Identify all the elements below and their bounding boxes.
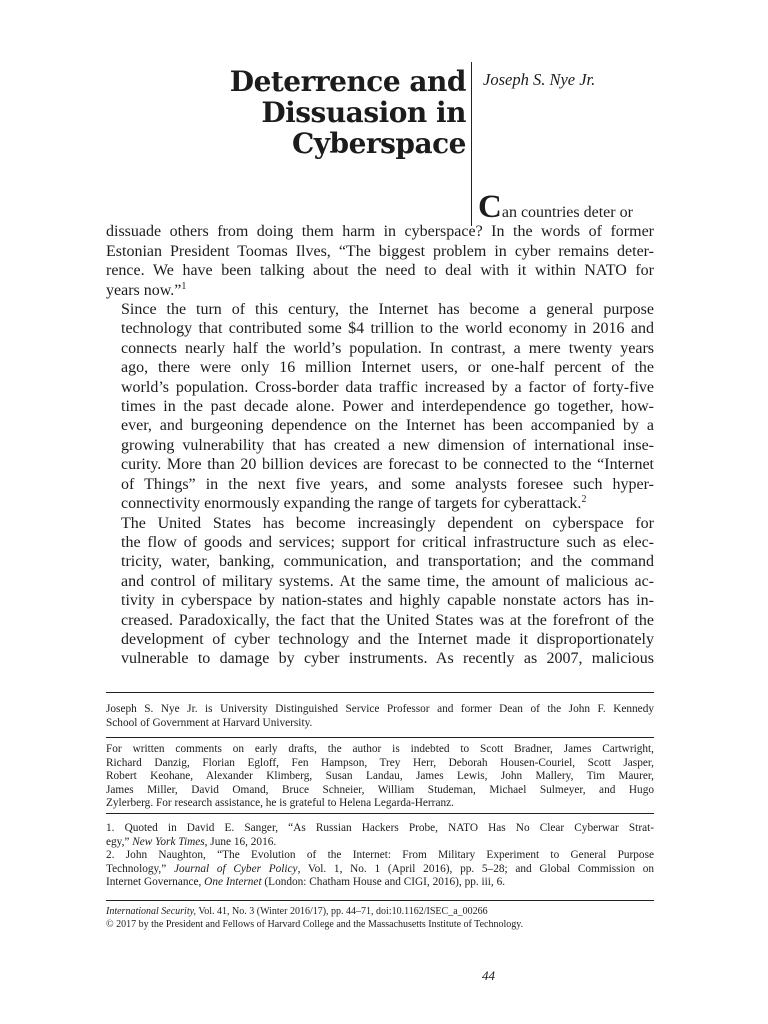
author-name: Joseph S. Nye Jr. [483, 70, 596, 89]
ack-line: James Miller, David Omand, Bruce Schneier, William Studeman, Michael Sulmeyer, and Hugo [106, 783, 654, 796]
text-line [106, 281, 654, 300]
text-line: The United States has become increasingly dependent on cyberspace for [121, 514, 654, 532]
text-line: connects nearly half the world’s population. In contrast, a mere twenty years [121, 339, 654, 357]
text-line: development of cyber technology and the Internet made it disproportionately [121, 630, 654, 648]
footnote-ref[interactable]: 1 [181, 280, 187, 292]
note-text: egy,” [106, 835, 133, 848]
text-line: Since the turn of this century, the Internet has become a general purpose [121, 301, 654, 319]
note-text: Internet Governance, [106, 876, 205, 888]
paragraph-1 [106, 189, 654, 300]
text-line: tivity in cyberspace by nation-states and highly capable nonstate actors has in- [121, 592, 654, 610]
ack-line: Zylerberg. For research assistance, he is grateful to Helena Legarda-Herranz. [106, 797, 454, 809]
article-body [106, 189, 654, 669]
ack-line: Robert Keohane, Alexander Klimberg, Susan Landau, James Lewis, John Mallery, Tim Maurer, [106, 770, 654, 782]
text-line: creased. Paradoxically, the fact that the United States was at the forefront of the [121, 611, 654, 629]
footnote-1-cont [106, 836, 654, 850]
text-line: Estonian President Toomas Ilves, “The biggest problem in cyber remains deter- [106, 242, 654, 260]
text-line [106, 494, 654, 513]
page-number: 44 [482, 968, 495, 983]
footnote-2: 2. John Naughton, “The Evolution of the Internet: From Military Experiment to General Purpose [106, 849, 654, 861]
paragraph-2 [106, 300, 654, 513]
title-line: Deterrence and [229, 65, 466, 98]
text-line-content: connectivity enormously expanding the range of targets for cyberattack. [121, 495, 582, 513]
text-line: ever, and burgeoning dependence on the Internet has been accompanied by a [121, 417, 654, 435]
note-title: Journal of Cyber Policy [174, 862, 298, 875]
section-rule [106, 900, 654, 901]
section-rule [106, 813, 654, 814]
author-bio [106, 703, 654, 730]
text-line: of Things” in the next five years, and some analysts foresee such hyper- [121, 475, 654, 493]
citation-line [106, 905, 654, 918]
text-line: the flow of goods and services; support for critical infrastructure such as elec- [121, 533, 654, 551]
ack-line: For written comments on early drafts, the author is indebted to Scott Bradner, James Cartwright, [106, 743, 654, 755]
citation-details: Vol. 41, No. 3 (Winter 2016/17), pp. 44–71, doi:10.1162/ISEC_a_00266 [196, 906, 488, 917]
note-text: , Vol. 1, No. 1 (April 2016), pp. 5–28; and Global Commission on [297, 862, 654, 875]
first-line [106, 189, 654, 225]
footnote-2-cont [106, 876, 654, 890]
note-title: New York Times [132, 835, 205, 848]
text-line: curity. More than 20 billion devices are forecast to be connected to the “Internet [121, 456, 654, 474]
drop-cap: C [478, 189, 502, 225]
note-text: (London: Chatham House and CIGI, 2016), pp. iii, 6. [261, 876, 506, 888]
title-line: Cyberspace [291, 127, 466, 160]
text-line: dissuade others from doing them harm in cyberspace? In the words of former [106, 223, 654, 241]
section-rule [106, 737, 654, 738]
footnote-1: 1. Quoted in David E. Sanger, “As Russian Hackers Probe, NATO Has No Clear Cyberwar Strat- [106, 822, 654, 834]
journal-name: International Security, [106, 906, 196, 917]
footnote-2-cont [106, 863, 654, 877]
bio-line: School of Government at Harvard University. [106, 716, 313, 729]
first-line-text: an countries deter or [501, 204, 633, 221]
title-line: Dissuasion in [261, 96, 466, 129]
text-line: and control of military systems. At the same time, the amount of malicious ac- [121, 572, 654, 590]
bio-line: Joseph S. Nye Jr. is University Distinguished Service Professor and former Dean of the John F. Kennedy [106, 703, 654, 715]
text-line: ago, there were only 16 million Internet users, or one-half percent of the [121, 359, 654, 377]
citation-block [106, 905, 654, 931]
ack-line: Richard Danzig, Florian Egloff, Fen Hampson, Trey Herr, Deborah Housen-Couriel, Scott Jasper, [106, 756, 654, 769]
note-title: One Internet [204, 876, 262, 888]
footnote-ref[interactable]: 2 [581, 494, 587, 506]
acknowledgments [106, 743, 654, 811]
note-text: , June 16, 2016. [204, 835, 277, 848]
text-line: tricity, water, banking, communication, and transportation; and the command [121, 553, 654, 571]
footnote-rule [106, 692, 654, 693]
text-line: vulnerable to damage by cyber instruments. As recently as 2007, malicious [121, 650, 654, 668]
article-title [190, 66, 466, 159]
text-line: rence. We have been talking about the need to deal with it within NATO for [106, 262, 654, 280]
text-line-content: years now.” [106, 281, 182, 299]
note-text: Technology,” [106, 862, 174, 875]
copyright-line: © 2017 by the President and Fellows of Harvard College and the Massachusetts Institute of Technology. [106, 919, 524, 930]
footnotes [106, 822, 654, 890]
text-line: world’s population. Cross-border data traffic increased by a factor of forty-five [121, 378, 654, 396]
text-line: technology that contributed some $4 trillion to the world economy in 2016 and [121, 320, 654, 338]
text-line: times in the past decade alone. Power and interdependence go together, how- [121, 398, 654, 416]
paragraph-3 [106, 514, 654, 669]
text-line: growing vulnerability that has created a new dimension of international inse- [121, 436, 654, 454]
